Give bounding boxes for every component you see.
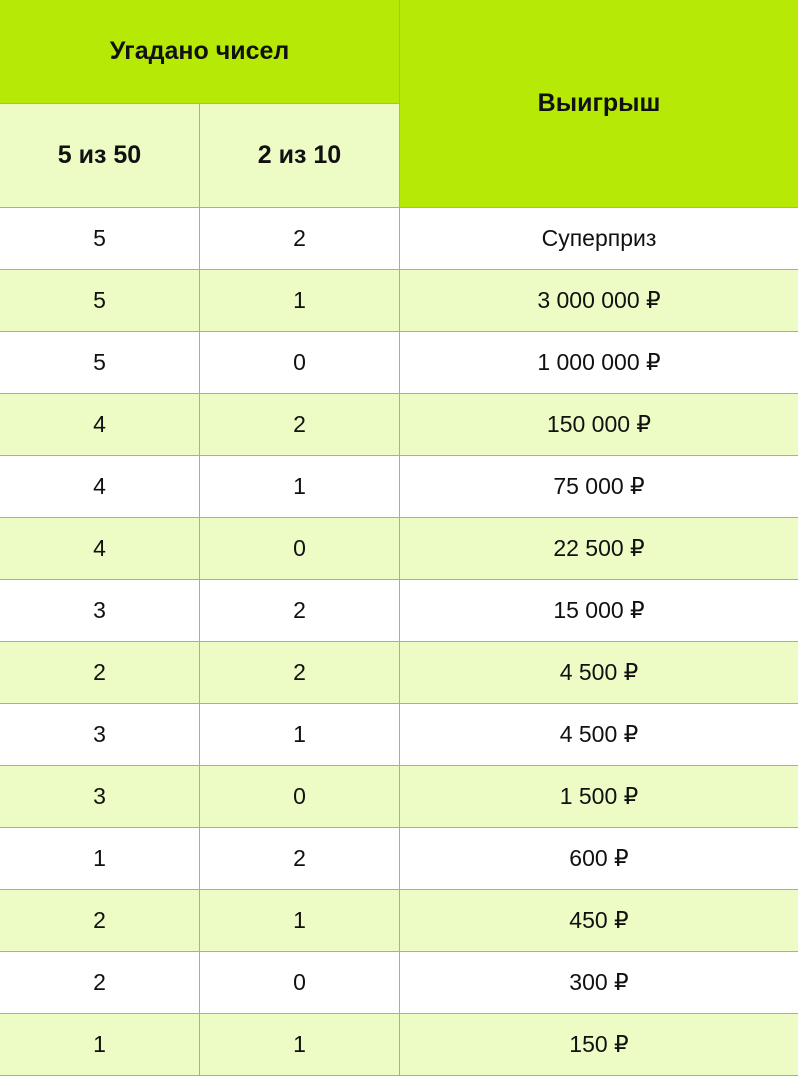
cell-5-of-50-value: 4 <box>93 535 106 561</box>
cell-2-of-10 <box>200 704 400 766</box>
cell-5-of-50 <box>0 766 200 828</box>
cell-2-of-10-value: 0 <box>293 535 306 561</box>
cell-2-of-10 <box>200 952 400 1014</box>
cell-5-of-50-value: 3 <box>93 597 106 623</box>
cell-5-of-50-value: 5 <box>93 349 106 375</box>
cell-2-of-10-value: 0 <box>293 349 306 375</box>
cell-5-of-50-value: 5 <box>93 225 106 251</box>
cell-2-of-10 <box>200 828 400 890</box>
cell-prize <box>400 1014 798 1076</box>
cell-prize <box>400 332 798 394</box>
cell-2-of-10 <box>200 332 400 394</box>
cell-prize <box>400 580 798 642</box>
cell-prize-value: 4 500 ₽ <box>559 721 639 747</box>
cell-5-of-50-value: 2 <box>93 907 106 933</box>
cell-prize <box>400 394 798 456</box>
cell-2-of-10 <box>200 456 400 518</box>
cell-5-of-50-value: 3 <box>93 783 106 809</box>
cell-2-of-10 <box>200 766 400 828</box>
cell-5-of-50 <box>0 208 200 270</box>
cell-2-of-10 <box>200 518 400 580</box>
cell-prize <box>400 270 798 332</box>
cell-5-of-50-value: 1 <box>93 845 106 871</box>
cell-prize-value: 1 500 ₽ <box>559 783 639 809</box>
cell-prize <box>400 208 798 270</box>
cell-5-of-50 <box>0 952 200 1014</box>
cell-5-of-50 <box>0 704 200 766</box>
cell-prize-value: 3 000 000 ₽ <box>537 287 661 313</box>
cell-5-of-50-value: 4 <box>93 473 106 499</box>
cell-2-of-10-value: 1 <box>293 907 306 933</box>
cell-prize <box>400 642 798 704</box>
cell-5-of-50 <box>0 270 200 332</box>
cell-2-of-10 <box>200 580 400 642</box>
cell-2-of-10-value: 1 <box>293 1031 306 1057</box>
guessed-numbers-header <box>0 0 400 104</box>
cell-prize-value: 450 ₽ <box>569 907 629 933</box>
cell-prize <box>400 766 798 828</box>
cell-2-of-10-value: 0 <box>293 783 306 809</box>
cell-2-of-10-value: 2 <box>293 411 306 437</box>
cell-2-of-10-value: 2 <box>293 225 306 251</box>
cell-5-of-50 <box>0 518 200 580</box>
cell-prize-value: 15 000 ₽ <box>553 597 645 623</box>
cell-2-of-10-value: 2 <box>293 845 306 871</box>
cell-2-of-10 <box>200 394 400 456</box>
column-header-2-of-10 <box>200 104 400 208</box>
cell-prize-value: 22 500 ₽ <box>553 535 645 561</box>
cell-5-of-50-value: 3 <box>93 721 106 747</box>
cell-5-of-50 <box>0 1014 200 1076</box>
cell-2-of-10-value: 1 <box>293 721 306 747</box>
cell-prize <box>400 518 798 580</box>
cell-2-of-10 <box>200 890 400 952</box>
cell-prize-value: 4 500 ₽ <box>559 659 639 685</box>
cell-2-of-10 <box>200 208 400 270</box>
cell-prize-value: 600 ₽ <box>569 845 629 871</box>
cell-2-of-10 <box>200 1014 400 1076</box>
column-header-5-of-50-label: 5 из 50 <box>57 141 142 169</box>
cell-5-of-50 <box>0 642 200 704</box>
cell-prize-value: Суперприз <box>541 225 657 251</box>
cell-2-of-10-value: 2 <box>293 659 306 685</box>
cell-prize <box>400 890 798 952</box>
cell-prize <box>400 704 798 766</box>
cell-prize-value: 75 000 ₽ <box>553 473 645 499</box>
cell-prize-value: 150 ₽ <box>569 1031 629 1057</box>
cell-5-of-50 <box>0 394 200 456</box>
column-header-5-of-50 <box>0 104 200 208</box>
cell-2-of-10 <box>200 270 400 332</box>
cell-5-of-50-value: 4 <box>93 411 106 437</box>
cell-2-of-10-value: 1 <box>293 473 306 499</box>
cell-5-of-50 <box>0 332 200 394</box>
cell-5-of-50 <box>0 890 200 952</box>
cell-5-of-50 <box>0 456 200 518</box>
prize-header-label: Выигрыш <box>537 89 661 117</box>
cell-5-of-50-value: 1 <box>93 1031 106 1057</box>
cell-prize-value: 300 ₽ <box>569 969 629 995</box>
cell-prize <box>400 456 798 518</box>
cell-5-of-50-value: 2 <box>93 969 106 995</box>
column-header-2-of-10-label: 2 из 10 <box>257 141 342 169</box>
cell-prize <box>400 952 798 1014</box>
cell-prize-value: 150 000 ₽ <box>546 411 652 437</box>
guessed-numbers-label: Угадано чисел <box>109 37 290 65</box>
cell-2-of-10-value: 1 <box>293 287 306 313</box>
cell-5-of-50 <box>0 828 200 890</box>
cell-prize <box>400 828 798 890</box>
cell-2-of-10-value: 0 <box>293 969 306 995</box>
cell-5-of-50-value: 5 <box>93 287 106 313</box>
cell-2-of-10-value: 2 <box>293 597 306 623</box>
cell-5-of-50-value: 2 <box>93 659 106 685</box>
cell-2-of-10 <box>200 642 400 704</box>
prize-header <box>400 0 798 208</box>
cell-5-of-50 <box>0 580 200 642</box>
cell-prize-value: 1 000 000 ₽ <box>537 349 661 375</box>
